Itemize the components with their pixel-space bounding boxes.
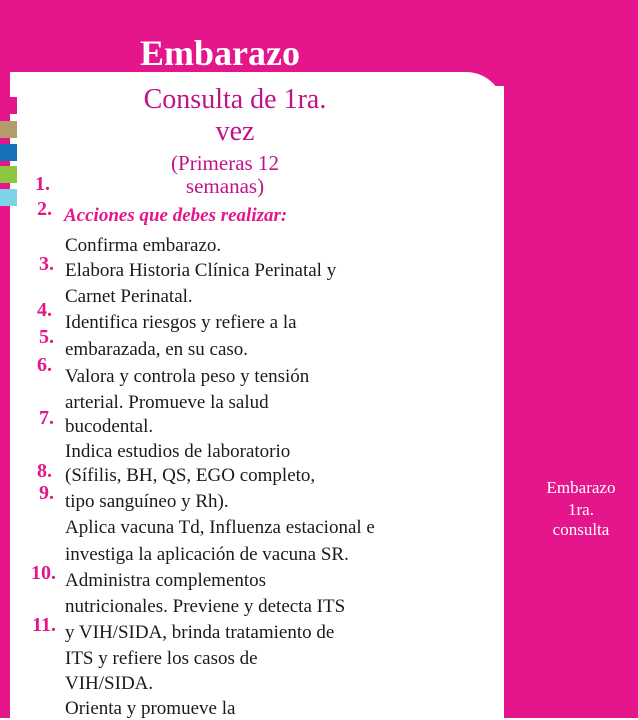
action-line: (Sífilis, BH, QS, EGO completo, [65,465,316,486]
side-label-line: Embarazo [546,478,616,497]
weeks-range [0,152,450,198]
action-line: bucodental. [65,416,154,437]
action-line: arterial. Promueve la salud [65,392,269,413]
item-number: 9. [39,482,54,504]
item-number: 3. [39,253,54,275]
action-line: Elabora Historia Clínica Perinatal y [65,260,337,281]
range-line: semanas) [185,174,265,198]
action-line: Aplica vacuna Td, Influenza estacional e [65,517,375,538]
action-line: investiga la aplicación de vacuna SR. [65,544,349,565]
range-line: (Primeras 12 [171,151,279,175]
item-number: 11. [32,614,56,636]
action-line: Orienta y promueve la [65,698,236,719]
action-line: Identifica riesgos y refiere a la [65,312,297,333]
item-number: 4. [37,299,52,321]
action-line: Administra complementos [65,570,267,591]
action-line: nutricionales. Previene y detecta ITS [65,596,346,617]
action-line: embarazada, en su caso. [65,339,249,360]
action-line: Indica estudios de laboratorio [65,441,291,462]
side-label-line: consulta [552,520,610,539]
item-number: 6. [37,354,52,376]
item-number: 2. [37,198,52,220]
action-line: VIH/SIDA. [65,673,154,694]
subtitle-line: Consulta de 1ra. [143,84,327,115]
item-number: 7. [39,407,54,429]
right-panel [504,0,638,718]
subtitle-line: vez [215,116,255,147]
action-line: tipo sanguíneo y Rh). [65,491,229,512]
subtitle [0,84,470,148]
action-line: Confirma embarazo. [65,235,222,256]
action-line: Valora y controla peso y tensión [65,366,310,387]
action-line: Carnet Perinatal. [65,286,193,307]
action-line: ITS y refiere los casos de [65,648,258,669]
actions-heading: Acciones que debes realizar: [64,205,288,226]
item-number: 10. [31,562,56,584]
action-line: y VIH/SIDA, brinda tratamiento de [65,622,335,643]
page-title: Embarazo [140,33,300,73]
item-number: 5. [39,326,54,348]
side-label-line: 1ra. [568,500,594,519]
item-number: 8. [37,460,52,482]
item-number: 1. [35,173,50,195]
